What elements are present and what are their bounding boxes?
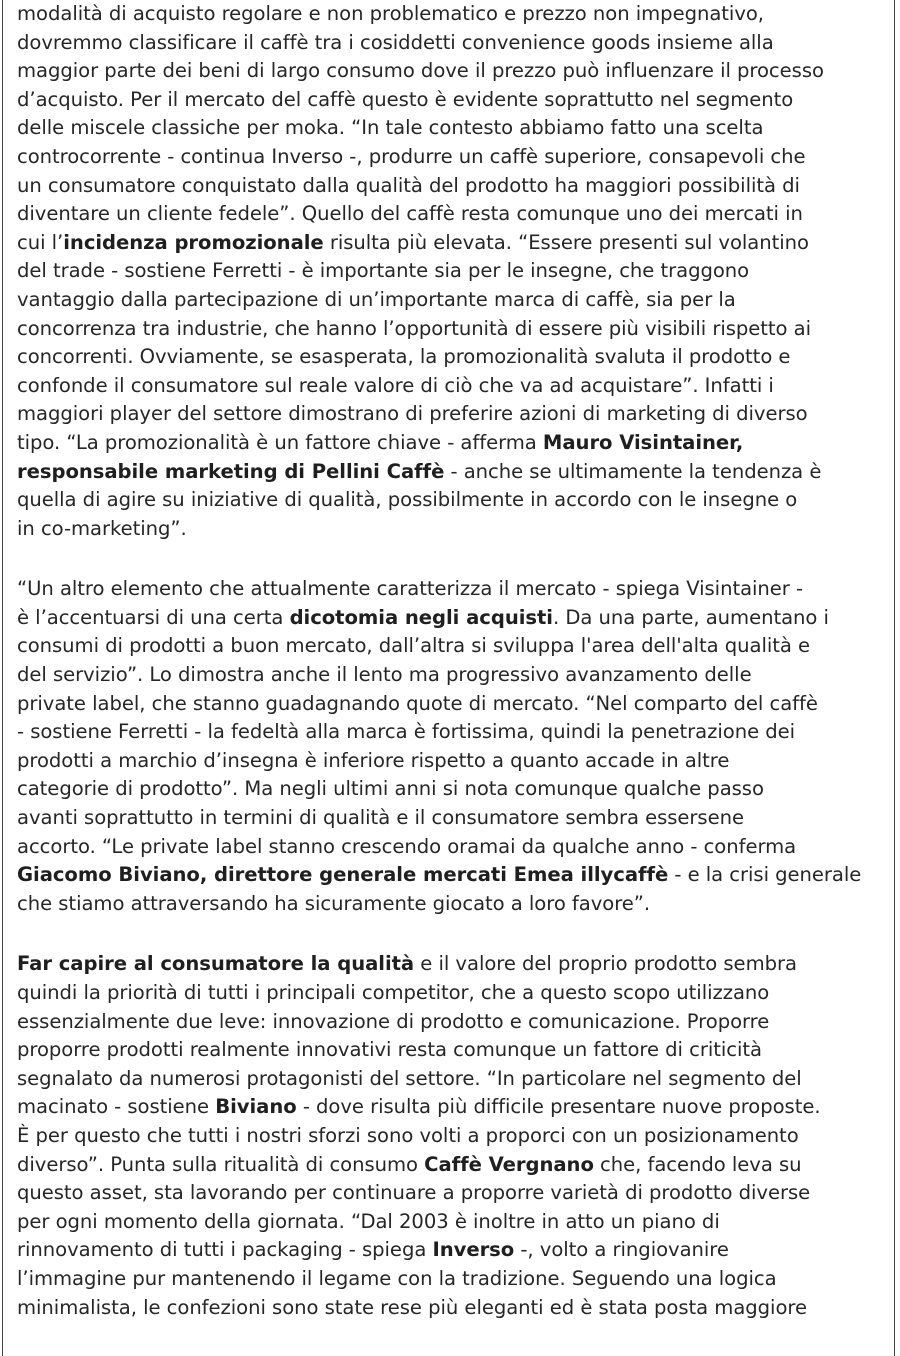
text-run: maggior parte dei beni di largo consumo dove il prezzo può influenzare il processo xyxy=(17,59,824,83)
text-line xyxy=(17,979,893,1008)
paragraph xyxy=(17,575,893,918)
text-run: che, facendo leva su xyxy=(593,1152,802,1176)
text-run: vantaggio dalla partecipazione di un’importante marca di caffè, sia per la xyxy=(17,287,736,311)
text-run: . Da una parte, aumentano i xyxy=(552,605,829,629)
paragraph-gap xyxy=(17,543,893,575)
text-run: per ogni momento della giornata. “Dal 2003 è inoltre in atto un piano di xyxy=(17,1209,720,1233)
text-run: tipo. “La promozionalità è un fattore chiave - afferma xyxy=(17,430,543,454)
text-run: segnalato da numerosi protagonisti del settore. “In particolare nel segmento del xyxy=(17,1066,802,1090)
text-line xyxy=(17,1093,893,1122)
text-run: concorrenza tra industrie, che hanno l’opportunità di essere più visibili rispetto ai xyxy=(17,316,812,340)
text-line xyxy=(17,632,893,661)
text-run: private label, che stanno guadagnando quote di mercato. “Nel comparto del caffè xyxy=(17,691,818,715)
text-line xyxy=(17,458,893,487)
text-run: maggiori player del settore dimostrano di preferire azioni di marketing di diverso xyxy=(17,402,808,426)
text-line xyxy=(17,1208,893,1237)
text-line xyxy=(17,86,893,115)
bold-run: Caffè Vergnano xyxy=(424,1152,594,1176)
text-run: modalità di acquisto regolare e non problematico e prezzo non impegnativo, xyxy=(17,2,764,25)
text-run: - anche se ultimamente la tendenza è xyxy=(444,459,822,483)
text-line xyxy=(17,804,893,833)
text-run: rinnovamento di tutti i packaging - spiega xyxy=(17,1238,433,1262)
text-line xyxy=(17,200,893,229)
text-run: in co-marketing”. xyxy=(17,516,187,540)
bold-run: responsabile marketing di Pellini Caffè xyxy=(17,459,445,483)
text-run: l’immagine pur mantenendo il legame con la tradizione. Seguendo una logica xyxy=(17,1266,777,1290)
text-line xyxy=(17,0,893,29)
text-line xyxy=(17,690,893,719)
text-line xyxy=(17,950,893,979)
text-run: delle miscele classiche per moka. “In tale contesto abbiamo fatto una scelta xyxy=(17,116,764,140)
text-line xyxy=(17,29,893,58)
text-run: diverso”. Punta sulla ritualità di consumo xyxy=(17,1152,425,1176)
bold-run: Inverso xyxy=(432,1238,515,1262)
text-run: e il valore del proprio prodotto sembra xyxy=(414,952,797,976)
text-line xyxy=(17,429,893,458)
text-line xyxy=(17,775,893,804)
paragraph-gap xyxy=(17,918,893,950)
text-line xyxy=(17,1294,893,1323)
text-run: questo asset, sta lavorando per continuare a proporre varietà di prodotto diverse xyxy=(17,1181,811,1205)
text-line xyxy=(17,890,893,919)
text-line xyxy=(17,1151,893,1180)
text-line xyxy=(17,400,893,429)
text-line xyxy=(17,1236,893,1265)
text-run: accorto. “Le private label stanno crescendo oramai da qualche anno - conferma xyxy=(17,834,797,858)
text-line xyxy=(17,1008,893,1037)
text-line xyxy=(17,604,893,633)
text-run: consumi di prodotti a buon mercato, dall’altra si sviluppa l'area dell'alta qualità e xyxy=(17,634,811,658)
text-line xyxy=(17,143,893,172)
text-run: dovremmo classificare il caffè tra i cosiddetti convenience goods insieme alla xyxy=(17,30,774,54)
text-line xyxy=(17,575,893,604)
text-line xyxy=(17,315,893,344)
text-line xyxy=(17,833,893,862)
text-run: quella di agire su iniziative di qualità, possibilmente in accordo con le insegne o xyxy=(17,488,798,512)
article-text xyxy=(17,0,893,1322)
text-run: del servizio”. Lo dimostra anche il lento ma progressivo avanzamento delle xyxy=(17,663,752,687)
text-line xyxy=(17,1036,893,1065)
text-run: confonde il consumatore sul reale valore di ciò che va ad acquistare”. Infatti i xyxy=(17,373,774,397)
text-line xyxy=(17,1065,893,1094)
text-run: essenzialmente due leve: innovazione di prodotto e comunicazione. Proporre xyxy=(17,1009,770,1033)
text-run: controcorrente - continua Inverso -, produrre un caffè superiore, consapevoli che xyxy=(17,144,806,168)
text-line xyxy=(17,1265,893,1294)
text-run: -, volto a ringiovanire xyxy=(514,1238,729,1262)
bold-run: dicotomia negli acquisti xyxy=(289,605,553,629)
text-run: proporre prodotti realmente innovativi resta comunque un fattore di criticità xyxy=(17,1038,762,1062)
text-line xyxy=(17,486,893,515)
text-line xyxy=(17,718,893,747)
text-run: che stiamo attraversando ha sicuramente giocato a loro favore”. xyxy=(17,891,651,915)
text-line xyxy=(17,286,893,315)
paragraph xyxy=(17,0,893,543)
text-line xyxy=(17,661,893,690)
page-frame xyxy=(2,0,895,1356)
text-line xyxy=(17,1122,893,1151)
text-run: prodotti a marchio d’insegna è inferiore rispetto a quanto accade in altre xyxy=(17,748,730,772)
text-run: risulta più elevata. “Essere presenti sul volantino xyxy=(323,230,809,254)
text-run: diventare un cliente fedele”. Quello del caffè resta comunque uno dei mercati in xyxy=(17,202,803,226)
text-run: concorrenti. Ovviamente, se esasperata, la promozionalità svaluta il prodotto e xyxy=(17,345,791,369)
text-run: È per questo che tutti i nostri sforzi sono volti a proporci con un posizionamento xyxy=(17,1123,799,1147)
text-run: avanti soprattutto in termini di qualità e il consumatore sembra essersene xyxy=(17,806,744,830)
bold-run: Far capire al consumatore la qualità xyxy=(17,952,415,976)
text-line xyxy=(17,515,893,544)
text-run: un consumatore conquistato dalla qualità del prodotto ha maggiori possibilità di xyxy=(17,173,800,197)
text-run: macinato - sostiene xyxy=(17,1095,216,1119)
text-run: - e la crisi generale xyxy=(668,863,862,887)
text-line xyxy=(17,372,893,401)
paragraph xyxy=(17,950,893,1322)
text-line xyxy=(17,114,893,143)
bold-run: incidenza promozionale xyxy=(63,230,324,254)
text-run: - sostiene Ferretti - la fedeltà alla marca è fortissima, quindi la penetrazione dei xyxy=(17,720,796,744)
bold-run: Mauro Visintainer, xyxy=(542,430,744,454)
text-run: quindi la priorità di tutti i principali competitor, che a questo scopo utilizzano xyxy=(17,981,770,1004)
text-run: categorie di prodotto”. Ma negli ultimi anni si nota comunque qualche passo xyxy=(17,777,764,801)
text-line xyxy=(17,343,893,372)
text-run: cui l’ xyxy=(17,230,64,254)
bold-run: Biviano xyxy=(215,1095,297,1119)
bold-run: Giacomo Biviano, direttore generale mercati Emea illycaffè xyxy=(17,863,669,887)
text-run: d’acquisto. Per il mercato del caffè questo è evidente soprattutto nel segmento xyxy=(17,87,794,111)
text-line xyxy=(17,1179,893,1208)
text-run: - dove risulta più difficile presentare nuove proposte. xyxy=(296,1095,821,1119)
text-line xyxy=(17,861,893,890)
text-run: è l’accentuarsi di una certa xyxy=(17,605,290,629)
text-run: del trade - sostiene Ferretti - è importante sia per le insegne, che traggono xyxy=(17,259,750,283)
text-run: minimalista, le confezioni sono state rese più eleganti ed è stata posta maggiore xyxy=(17,1295,807,1319)
text-line xyxy=(17,57,893,86)
text-line xyxy=(17,747,893,776)
text-line xyxy=(17,257,893,286)
text-line xyxy=(17,172,893,201)
text-line xyxy=(17,229,893,258)
text-run: “Un altro elemento che attualmente caratterizza il mercato - spiega Visintainer - xyxy=(17,577,804,601)
